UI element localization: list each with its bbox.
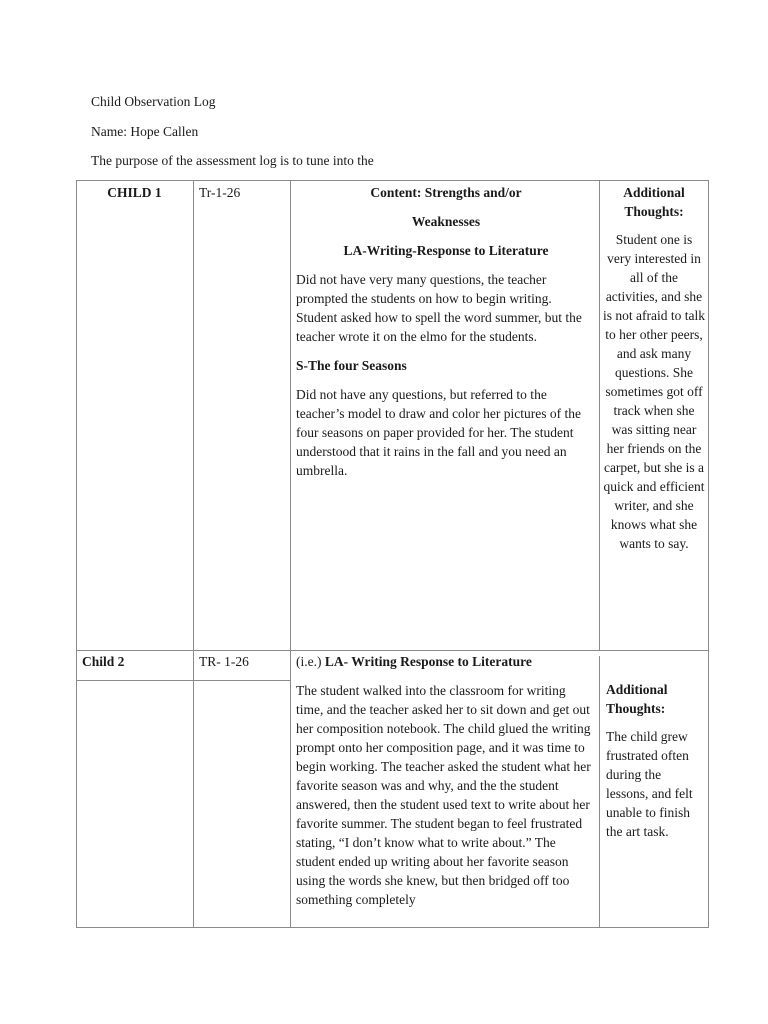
section-text-la-writing: Did not have very many questions, the teacher prompted the students on how to begin writing. Student asked how to spell the word summer, but the teacher wrote it on the elmo for the students. — [296, 272, 582, 344]
section-label-four-seasons: S-The four Seasons — [296, 358, 407, 373]
section-text-four-seasons: Did not have any questions, but referred to the teacher’s model to draw and color her pictures of the four seasons on paper provided for her. The student understood that it rains in the fall and you need an umbrella. — [296, 387, 582, 478]
row2-thoughts-cell — [606, 680, 706, 841]
row2-child-label: Child 2 — [82, 654, 125, 669]
section-label-la-writing: LA-Writing-Response to Literature — [343, 243, 549, 258]
thoughts-text-2: The child grew frustrated often during the lessons, and felt unable to finish the art task. — [606, 729, 693, 839]
section-text-row2: The student walked into the classroom for writing time, and the teacher asked her to sit down and get out her composition notebook. The child glued the writing prompt onto her composition page, and it was time to begin working. The teacher asked the student what her favorite season was and why, and the the student answered, then the student used text to write about her favorite summer. The student began to feel frustrated stating, “I don’t know what to write about.” The student ended up writing about her favorite season using the words she knew, but then bridged off too something completely — [296, 683, 591, 907]
thoughts-text: Student one is very interested in all of the activities, and she is not afraid to talk to her other peers, and ask many questions. She sometimes got off track when she was sitting near her friends on the carpet, but she is a quick and efficient writer, and she knows what she wants to say. — [603, 232, 705, 551]
content-heading-line2: Weaknesses — [411, 214, 481, 229]
row1-thoughts-cell — [603, 183, 705, 553]
row1-content-cell — [296, 183, 596, 490]
row2-date: TR- 1-26 — [199, 654, 249, 669]
thoughts-heading: Additional Thoughts: — [623, 185, 685, 219]
row1-date: Tr-1-26 — [199, 185, 241, 200]
thoughts-heading-2: Additional Thoughts: — [606, 682, 668, 716]
row2-content-cell — [296, 652, 596, 909]
section-heading-row2 — [296, 652, 596, 671]
section-label-la-writing-2: LA- Writing Response to Literature — [324, 654, 532, 669]
row1-child-label: CHILD 1 — [107, 185, 162, 200]
document-title: Child Observation Log — [91, 94, 216, 109]
purpose-line: The purpose of the assessment log is to tune into the — [91, 153, 374, 168]
content-heading-line1: Content: Strengths and/or — [370, 185, 522, 200]
section-prefix: (i.e.) — [296, 654, 322, 669]
name-line: Name: Hope Callen — [91, 124, 199, 139]
